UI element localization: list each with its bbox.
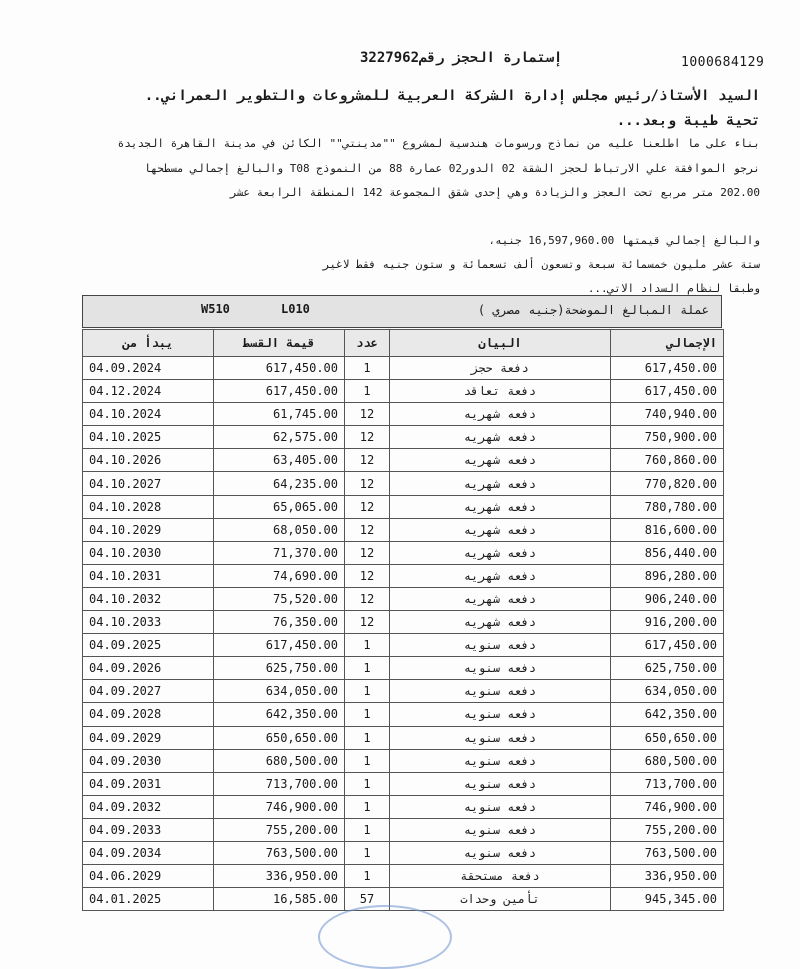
cell-amount: 64,235.00 (214, 472, 345, 495)
cell-total: 755,200.00 (611, 818, 724, 841)
cell-total: 896,280.00 (611, 564, 724, 587)
cell-start: 04.09.2030 (83, 749, 214, 772)
cell-total: 617,450.00 (611, 380, 724, 403)
cell-start: 04.01.2025 (83, 888, 214, 911)
cell-count: 1 (345, 357, 390, 380)
cell-total: 763,500.00 (611, 841, 724, 864)
cell-amount: 61,745.00 (214, 403, 345, 426)
body-line-1: بناء على ما اطلعنا عليه من نماذج ورسومات هندسية لمشروع ""مدينتي"" الكائن في مدينة القاهرة الجديدة (117, 137, 760, 150)
cell-start: 04.06.2029 (83, 865, 214, 888)
cell-desc: دفعه شهريه (390, 611, 611, 634)
cell-count: 1 (345, 749, 390, 772)
cell-count: 1 (345, 680, 390, 703)
cell-amount: 617,450.00 (214, 357, 345, 380)
header-row (83, 330, 724, 357)
currency-bar (82, 295, 722, 328)
cell-total: 625,750.00 (611, 657, 724, 680)
cell-count: 12 (345, 472, 390, 495)
cell-total: 916,200.00 (611, 611, 724, 634)
cell-amount: 763,500.00 (214, 841, 345, 864)
cell-desc: دفعه شهريه (390, 541, 611, 564)
cell-count: 12 (345, 403, 390, 426)
cell-count: 12 (345, 426, 390, 449)
cell-desc: دفعه سنويه (390, 841, 611, 864)
cell-amount: 755,200.00 (214, 818, 345, 841)
cell-count: 12 (345, 611, 390, 634)
cell-total: 750,900.00 (611, 426, 724, 449)
cell-total: 760,860.00 (611, 449, 724, 472)
cell-start: 04.10.2029 (83, 518, 214, 541)
table-row (83, 795, 724, 818)
cell-amount: 63,405.00 (214, 449, 345, 472)
table-row (83, 472, 724, 495)
cell-amount: 336,950.00 (214, 865, 345, 888)
header-start: يبدأ من (83, 330, 214, 357)
cell-count: 1 (345, 657, 390, 680)
cell-total: 680,500.00 (611, 749, 724, 772)
cell-desc: دفعه سنويه (390, 634, 611, 657)
cell-total: 945,345.00 (611, 888, 724, 911)
cell-amount: 74,690.00 (214, 564, 345, 587)
cell-start: 04.09.2026 (83, 657, 214, 680)
cell-start: 04.09.2033 (83, 818, 214, 841)
cell-desc: دفعة حجز (390, 357, 611, 380)
table-row (83, 703, 724, 726)
cell-count: 1 (345, 634, 390, 657)
cell-start: 04.09.2024 (83, 357, 214, 380)
cell-total: 642,350.00 (611, 703, 724, 726)
cell-start: 04.10.2031 (83, 564, 214, 587)
cell-count: 1 (345, 380, 390, 403)
cell-desc: دفعه شهريه (390, 495, 611, 518)
cell-count: 1 (345, 818, 390, 841)
cell-desc: دفعه سنويه (390, 703, 611, 726)
table-row (83, 564, 724, 587)
cell-desc: دفعه شهريه (390, 449, 611, 472)
cell-desc: دفعة تعاقد (390, 380, 611, 403)
cell-start: 04.09.2032 (83, 795, 214, 818)
greeting-line: تحية طيبة وبعد... (616, 113, 760, 129)
total-value-line: والبالغ إجمالي قيمتها 16,597,960.00 جنيه، (488, 234, 760, 247)
cell-start: 04.09.2025 (83, 634, 214, 657)
cell-count: 1 (345, 703, 390, 726)
cell-start: 04.10.2027 (83, 472, 214, 495)
cell-desc: دفعه سنويه (390, 818, 611, 841)
body-line-3: 202.00 متر مربع تحت العجز والزيادة وهي إحدى شقق المجموعة 142 المنطقة الرابعة عشر (230, 186, 760, 199)
cell-count: 12 (345, 564, 390, 587)
table-row (83, 657, 724, 680)
code-a: W510 (201, 302, 230, 316)
cell-desc: دفعة مستحقة (390, 865, 611, 888)
cell-amount: 680,500.00 (214, 749, 345, 772)
table-row (83, 541, 724, 564)
cell-desc: دفعه سنويه (390, 680, 611, 703)
cell-count: 12 (345, 541, 390, 564)
cell-count: 1 (345, 772, 390, 795)
payment-system-line: وطبقا لنظام السداد الاتي... (587, 282, 760, 295)
cell-amount: 642,350.00 (214, 703, 345, 726)
cell-amount: 713,700.00 (214, 772, 345, 795)
table-row (83, 357, 724, 380)
stamp-mark (318, 905, 452, 969)
table-row (83, 380, 724, 403)
payment-schedule (82, 295, 722, 911)
table-row (83, 749, 724, 772)
cell-total: 336,950.00 (611, 865, 724, 888)
cell-desc: دفعه سنويه (390, 772, 611, 795)
table-row (83, 426, 724, 449)
cell-total: 617,450.00 (611, 357, 724, 380)
cell-amount: 71,370.00 (214, 541, 345, 564)
cell-total: 780,780.00 (611, 495, 724, 518)
table-row (83, 818, 724, 841)
cell-desc: دفعه شهريه (390, 403, 611, 426)
cell-total: 650,650.00 (611, 726, 724, 749)
table-row (83, 841, 724, 864)
currency-label: عملة المبالغ الموضحة(جنيه مصري ) (477, 303, 709, 317)
header-total: الإجمالي (611, 330, 724, 357)
cell-count: 12 (345, 495, 390, 518)
cell-start: 04.09.2027 (83, 680, 214, 703)
cell-amount: 634,050.00 (214, 680, 345, 703)
cell-amount: 746,900.00 (214, 795, 345, 818)
cell-start: 04.10.2028 (83, 495, 214, 518)
cell-total: 906,240.00 (611, 587, 724, 610)
cell-total: 634,050.00 (611, 680, 724, 703)
cell-start: 04.12.2024 (83, 380, 214, 403)
cell-start: 04.10.2032 (83, 587, 214, 610)
cell-start: 04.09.2029 (83, 726, 214, 749)
cell-count: 12 (345, 587, 390, 610)
cell-desc: دفعه شهريه (390, 472, 611, 495)
cell-count: 1 (345, 841, 390, 864)
header-count: عدد (345, 330, 390, 357)
form-title: إستمارة الحجز رقم3227962 (360, 50, 563, 66)
cell-start: 04.10.2024 (83, 403, 214, 426)
cell-desc: دفعه شهريه (390, 518, 611, 541)
cell-amount: 76,350.00 (214, 611, 345, 634)
table-row (83, 772, 724, 795)
code-b: L010 (281, 302, 310, 316)
table-row (83, 449, 724, 472)
header-amount: قيمة القسط (214, 330, 345, 357)
cell-amount: 62,575.00 (214, 426, 345, 449)
cell-amount: 650,650.00 (214, 726, 345, 749)
cell-total: 770,820.00 (611, 472, 724, 495)
reference-number: 1000684129 (681, 55, 765, 70)
cell-start: 04.09.2028 (83, 703, 214, 726)
cell-desc: دفعه شهريه (390, 564, 611, 587)
cell-start: 04.10.2030 (83, 541, 214, 564)
cell-start: 04.09.2034 (83, 841, 214, 864)
table-row (83, 726, 724, 749)
cell-total: 740,940.00 (611, 403, 724, 426)
cell-total: 746,900.00 (611, 795, 724, 818)
cell-count: 12 (345, 449, 390, 472)
cell-amount: 16,585.00 (214, 888, 345, 911)
cell-count: 1 (345, 795, 390, 818)
cell-count: 1 (345, 726, 390, 749)
cell-start: 04.10.2026 (83, 449, 214, 472)
cell-count: 1 (345, 865, 390, 888)
schedule-table (82, 329, 724, 911)
cell-desc: دفعه سنويه (390, 749, 611, 772)
addressee-line: السيد الأستاذ/رئيس مجلس إدارة الشركة العربية للمشروعات والتطوير العمراني.. (144, 88, 760, 104)
cell-amount: 65,065.00 (214, 495, 345, 518)
table-row (83, 611, 724, 634)
table-row (83, 634, 724, 657)
cell-total: 713,700.00 (611, 772, 724, 795)
body-line-2: نرجو الموافقة علي الارتباط لحجز الشقة 02 الدور02 عمارة 88 من النموذج T08 والبالغ إجمالي مسطحها (144, 162, 760, 175)
cell-total: 856,440.00 (611, 541, 724, 564)
cell-start: 04.10.2025 (83, 426, 214, 449)
cell-total: 816,600.00 (611, 518, 724, 541)
cell-count: 57 (345, 888, 390, 911)
table-row (83, 587, 724, 610)
cell-desc: دفعه سنويه (390, 795, 611, 818)
cell-amount: 617,450.00 (214, 380, 345, 403)
cell-desc: تأمين وحدات (390, 888, 611, 911)
table-row (83, 865, 724, 888)
table-row (83, 495, 724, 518)
cell-amount: 617,450.00 (214, 634, 345, 657)
cell-desc: دفعه شهريه (390, 426, 611, 449)
cell-start: 04.09.2031 (83, 772, 214, 795)
header-desc: البيان (390, 330, 611, 357)
cell-amount: 75,520.00 (214, 587, 345, 610)
total-words-line: ستة عشر مليون خمسمائة سبعة وتسعون ألف تسعمائة و ستون جنيه فقط لاغير (322, 258, 760, 271)
cell-start: 04.10.2033 (83, 611, 214, 634)
cell-desc: دفعه سنويه (390, 657, 611, 680)
table-row (83, 680, 724, 703)
cell-amount: 68,050.00 (214, 518, 345, 541)
table-row (83, 518, 724, 541)
cell-desc: دفعه شهريه (390, 587, 611, 610)
cell-amount: 625,750.00 (214, 657, 345, 680)
cell-desc: دفعه سنويه (390, 726, 611, 749)
cell-total: 617,450.00 (611, 634, 724, 657)
table-row (83, 403, 724, 426)
cell-count: 12 (345, 518, 390, 541)
